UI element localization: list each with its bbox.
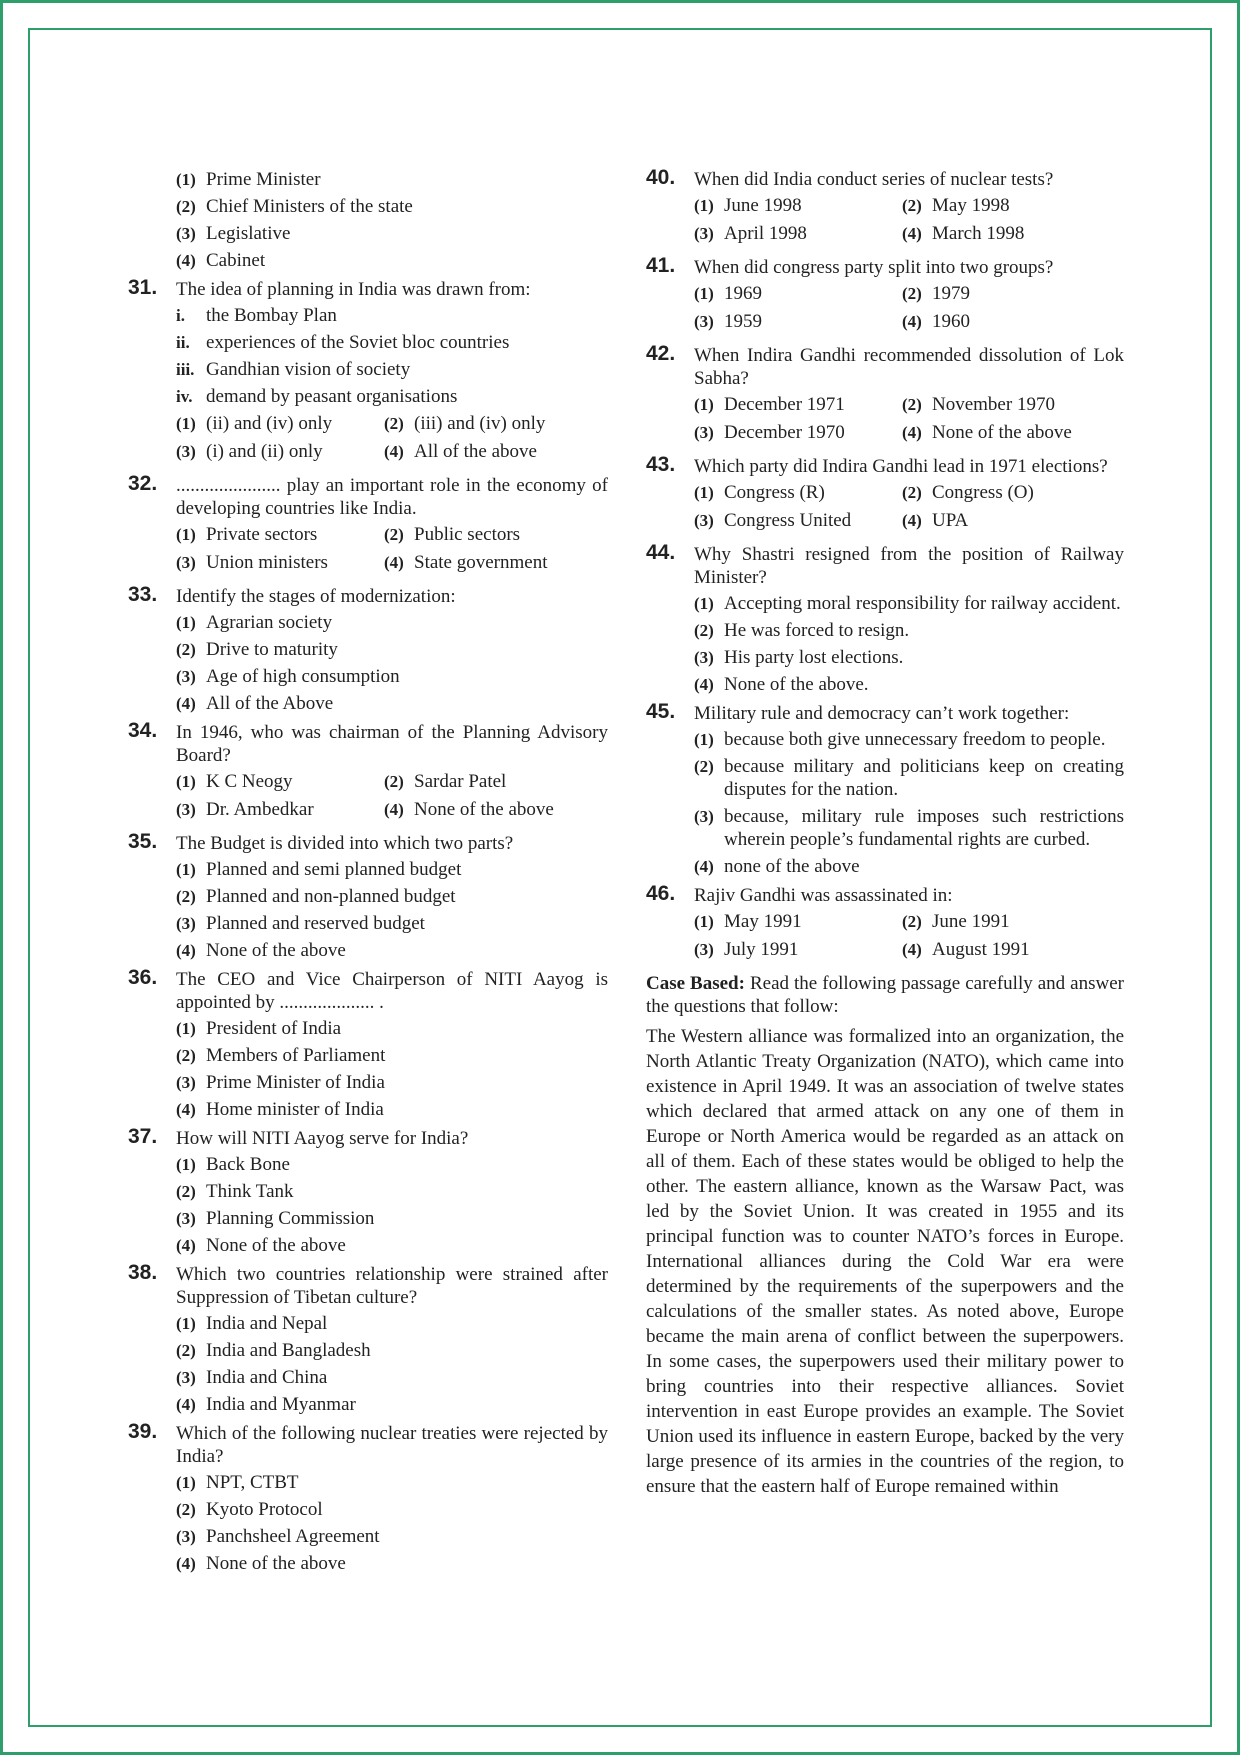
question-number: 31.	[128, 276, 158, 299]
option: (2) May 1998	[902, 195, 1010, 216]
question-number: 39.	[128, 1420, 158, 1443]
option: (3) July 1991	[694, 939, 799, 960]
option-grid	[176, 770, 608, 826]
case-based-label: Case Based:	[646, 973, 745, 994]
question-text: The Budget is divided into which two parts?	[176, 833, 514, 854]
option-grid	[694, 194, 1124, 250]
option: (3) (i) and (ii) only	[176, 441, 323, 462]
question-41	[646, 256, 1124, 338]
option: (3) India and China	[176, 1367, 328, 1388]
case-based-heading	[646, 972, 1124, 1018]
question-text: The idea of planning in India was drawn from:	[176, 279, 531, 300]
option: (4) None of the above	[176, 940, 346, 961]
option: (2) India and Bangladesh	[176, 1340, 371, 1361]
option: (2) June 1991	[902, 911, 1010, 932]
option: (4) All of the above	[384, 441, 537, 462]
option: (3) 1959	[694, 311, 762, 332]
option: (2) He was forced to resign.	[694, 620, 910, 641]
option: (4) August 1991	[902, 939, 1030, 960]
statement-list	[176, 304, 608, 408]
question-text: When Indira Gandhi recommended dissolution of Lok Sabha?	[694, 345, 1124, 389]
option-list	[176, 1017, 608, 1121]
option: (3) Age of high consumption	[176, 666, 400, 687]
option: (4) None of the above	[176, 1553, 346, 1574]
question-number: 37.	[128, 1125, 158, 1148]
question-37	[128, 1127, 608, 1257]
option: (2) Members of Parliament	[176, 1045, 386, 1066]
question-text: The CEO and Vice Chairperson of NITI Aayog is appointed by .................... .	[176, 969, 608, 1013]
option: (1) Private sectors	[176, 524, 318, 545]
option: (4) None of the above.	[694, 674, 869, 695]
statement: iii. Gandhian vision of society	[176, 359, 411, 380]
question-number: 42.	[646, 342, 676, 365]
question-number: 32.	[128, 472, 158, 495]
option: (1) Back Bone	[176, 1154, 290, 1175]
question-number: 43.	[646, 453, 676, 476]
option: (4) None of the above	[176, 1235, 346, 1256]
left-column	[128, 168, 608, 1581]
question-30-continued	[128, 168, 608, 272]
option: (4) All of the Above	[176, 693, 334, 714]
option: (1) because both give unnecessary freedom to people.	[694, 729, 1106, 750]
case-passage: The Western alliance was formalized into an organization, the North Atlantic Treaty Organization (NATO), which came into existence in April 1949. It was an association of twelve states which declared that armed attack on any one of them in Europe or North America would be regarded as an attack on all of them. Each of these states would be obliged to help the other. The eastern alliance, known as the Warsaw Pact, was led by the Soviet Union. It was created in 1955 and its principal function was to counter NATO’s forces in Europe. International alliances during the Cold War era were determined by the requirements of the superpowers and the calculations of the smaller states. As noted above, Europe became the main arena of conflict between the superpowers. In some cases, the superpowers used their military power to bring countries into their respective alliances. Soviet intervention in east Europe provides an example. The Soviet Union used its influence in eastern Europe, backed by the very large presence of its armies in the countries of the region, to ensure that the eastern half of Europe remained within	[646, 1026, 1124, 1497]
question-38	[128, 1263, 608, 1416]
question-text: When did congress party split into two groups?	[694, 257, 1054, 278]
option-list	[176, 858, 608, 962]
option: (1) Agrarian society	[176, 612, 333, 633]
option-grid	[694, 481, 1124, 537]
question-text: When did India conduct series of nuclear tests?	[694, 169, 1054, 190]
option-list	[176, 1312, 608, 1416]
option: (2) Kyoto Protocol	[176, 1499, 323, 1520]
question-number: 35.	[128, 830, 158, 853]
option: (1) May 1991	[694, 911, 802, 932]
option: (4) none of the above	[694, 856, 860, 877]
option: (3) His party lost elections.	[694, 647, 904, 668]
option: (3) Prime Minister of India	[176, 1072, 385, 1093]
option: (3) Legislative	[176, 223, 291, 244]
option: (1) President of India	[176, 1018, 342, 1039]
right-column	[646, 168, 1124, 1499]
option: (4) Cabinet	[176, 250, 266, 271]
question-35	[128, 832, 608, 962]
option-grid	[694, 282, 1124, 338]
question-text: ...................... play an important role in the economy of developing countries like India.	[176, 475, 608, 519]
question-number: 38.	[128, 1261, 158, 1284]
option: (4) India and Myanmar	[176, 1394, 356, 1415]
option: (1) Accepting moral responsibility for railway accident.	[694, 593, 1121, 614]
option-list	[176, 1471, 608, 1575]
question-40	[646, 168, 1124, 250]
option: (3) December 1970	[694, 422, 845, 443]
option: (4) UPA	[902, 510, 969, 531]
question-number: 36.	[128, 966, 158, 989]
option: (2) Drive to maturity	[176, 639, 338, 660]
option-grid	[176, 523, 608, 579]
option: (1) Prime Minister	[176, 169, 321, 190]
option: (2) Chief Ministers of the state	[176, 196, 413, 217]
question-46	[646, 884, 1124, 966]
question-number: 44.	[646, 541, 676, 564]
option: (3) April 1998	[694, 223, 807, 244]
option: (1) December 1971	[694, 394, 845, 415]
question-number: 33.	[128, 583, 158, 606]
question-text: Military rule and democracy can’t work together:	[694, 703, 1070, 724]
option: (2) Congress (O)	[902, 482, 1034, 503]
question-45	[646, 702, 1124, 878]
option-grid	[694, 393, 1124, 449]
question-43	[646, 455, 1124, 537]
option: (4) 1960	[902, 311, 970, 332]
option: (2) Think Tank	[176, 1181, 294, 1202]
question-text: Which two countries relationship were strained after Suppression of Tibetan culture?	[176, 1264, 608, 1308]
case-based-instruction: Read the following passage carefully and answer the questions that follow:	[646, 973, 1124, 1017]
option: (1) K C Neogy	[176, 771, 293, 792]
option: (1) Congress (R)	[694, 482, 825, 503]
question-number: 40.	[646, 166, 676, 189]
statement: ii. experiences of the Soviet bloc countries	[176, 332, 510, 353]
option: (3) Planned and reserved budget	[176, 913, 425, 934]
option: (3) Planning Commission	[176, 1208, 375, 1229]
option: (3) Panchsheel Agreement	[176, 1526, 380, 1547]
option: (3) Congress United	[694, 510, 852, 531]
question-text: Which of the following nuclear treaties were rejected by India?	[176, 1423, 608, 1467]
question-36	[128, 968, 608, 1121]
question-number: 41.	[646, 254, 676, 277]
option-list	[694, 728, 1124, 878]
question-31	[128, 278, 608, 468]
question-39	[128, 1422, 608, 1575]
question-32	[128, 474, 608, 579]
option: (1) 1969	[694, 283, 762, 304]
option: (2) (iii) and (iv) only	[384, 413, 546, 434]
question-number: 34.	[128, 719, 158, 742]
option: (2) November 1970	[902, 394, 1055, 415]
question-34	[128, 721, 608, 826]
question-text: In 1946, who was chairman of the Planning Advisory Board?	[176, 722, 608, 766]
question-33	[128, 585, 608, 715]
option: (1) June 1998	[694, 195, 802, 216]
question-text: How will NITI Aayog serve for India?	[176, 1128, 469, 1149]
option-grid	[694, 910, 1124, 966]
option: (2) Sardar Patel	[384, 771, 507, 792]
option: (1) (ii) and (iv) only	[176, 413, 333, 434]
option: (1) NPT, CTBT	[176, 1472, 299, 1493]
question-text: Which party did Indira Gandhi lead in 1971 elections?	[694, 456, 1108, 477]
option: (4) None of the above	[902, 422, 1072, 443]
option: (2) 1979	[902, 283, 970, 304]
question-text: Identify the stages of modernization:	[176, 586, 456, 607]
question-number: 46.	[646, 882, 676, 905]
option-list	[694, 592, 1124, 696]
option: (3) Union ministers	[176, 552, 328, 573]
statement: iv. demand by peasant organisations	[176, 386, 458, 407]
option-list	[176, 1153, 608, 1257]
question-text: Why Shastri resigned from the position of Railway Minister?	[694, 544, 1124, 588]
option: (4) Home minister of India	[176, 1099, 384, 1120]
option: (1) India and Nepal	[176, 1313, 328, 1334]
option-list	[176, 611, 608, 715]
question-text: Rajiv Gandhi was assassinated in:	[694, 885, 953, 906]
option-grid	[176, 412, 608, 468]
question-42	[646, 344, 1124, 449]
option: (2) Public sectors	[384, 524, 521, 545]
question-44	[646, 543, 1124, 696]
option: (2) because military and politicians keep on creating disputes for the nation.	[694, 756, 1124, 800]
statement: i. the Bombay Plan	[176, 305, 337, 326]
option: (4) March 1998	[902, 223, 1025, 244]
option: (2) Planned and non-planned budget	[176, 886, 456, 907]
question-number: 45.	[646, 700, 676, 723]
option: (1) Planned and semi planned budget	[176, 859, 462, 880]
option: (3) Dr. Ambedkar	[176, 799, 314, 820]
option: (4) State government	[384, 552, 548, 573]
option: (3) because, military rule imposes such restrictions wherein people’s fundamental rights are curbed.	[694, 806, 1124, 850]
option: (4) None of the above	[384, 799, 554, 820]
